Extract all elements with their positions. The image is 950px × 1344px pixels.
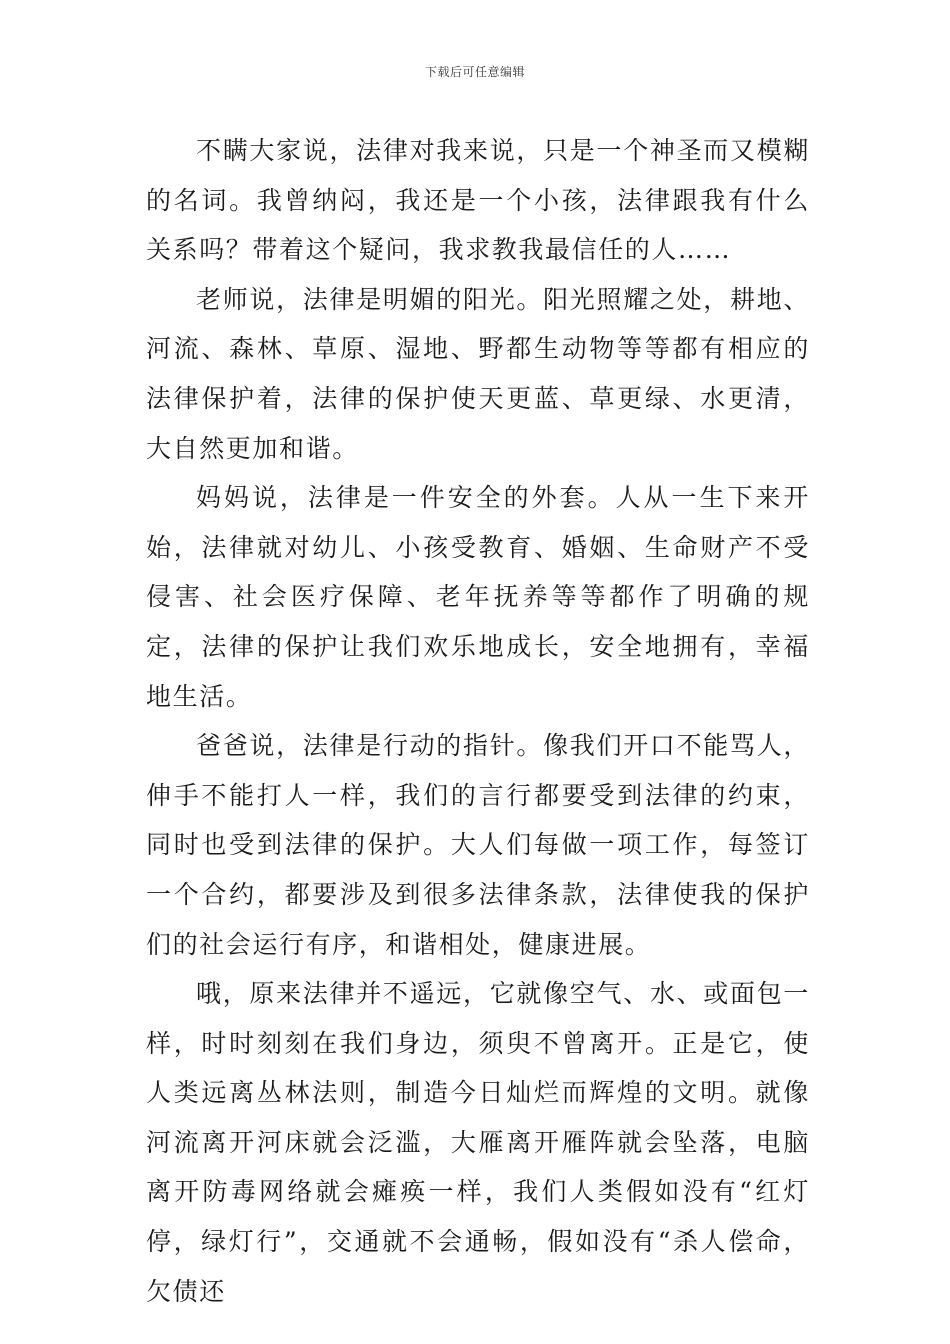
document-body (146, 126, 810, 1316)
paragraph-1: 不瞒大家说，法律对我来说，只是一个神圣而又模糊的名词。我曾纳闷，我还是一个小孩，法律跟我有什么关系吗？带着这个疑问，我求教我最信任的人…… (146, 136, 810, 265)
paragraph-5: 哦，原来法律并不遥远，它就像空气、水、或面包一样，时时刻刻在我们身边，须臾不曾离开。正是它，使人类远离丛林法则，制造今日灿烂而辉煌的文明。就像河流离开河床就会泛滥，大雁离开雁阵就会坠落，电脑离开防毒网络就会瘫痪一样，我们人类假如没有“红灯停，绿灯行”，交通就不会通畅，假如没有“杀人偿命，欠债还 (146, 979, 810, 1306)
page-header: 下载后可任意编辑 (424, 65, 525, 79)
paragraph-2: 老师说，法律是明媚的阳光。阳光照耀之处，耕地、河流、森林、草原、湿地、野都生动物等等都有相应的法律保护着，法律的保护使天更蓝、草更绿、水更清，大自然更加和谐。 (146, 284, 810, 463)
paragraph-4: 爸爸说，法律是行动的指针。像我们开口不能骂人，伸手不能打人一样，我们的言行都要受到法律的约束，同时也受到法律的保护。大人们每做一项工作，每签订一个合约，都要涉及到很多法律条款，法律使我的保护们的社会运行有序，和谐相处，健康进展。 (146, 731, 810, 959)
paragraph-3: 妈妈说，法律是一件安全的外套。人从一生下来开始，法律就对幼儿、小孩受教育、婚姻、生命财产不受侵害、社会医疗保障、老年抚养等等都作了明确的规定，法律的保护让我们欢乐地成长，安全地拥有，幸福地生活。 (146, 483, 810, 711)
